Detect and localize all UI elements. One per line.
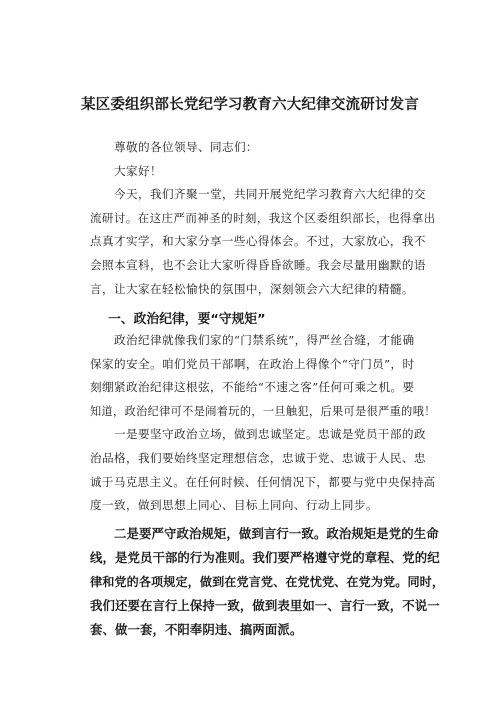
text-line: 线，是党员干部的行为准则。我们要严格遵守党的章程、党的纪 <box>90 550 440 565</box>
bold-paragraph <box>90 522 445 642</box>
text-line: 今天，我们齐聚一堂，共同开展党纪学习教育六大纪律的交 <box>114 187 426 202</box>
salutation-paragraph <box>90 136 436 301</box>
text-line: 点真才实学，和大家分享一些心得体会。不过，大家放心，我不 <box>90 234 426 249</box>
text-line: 诚于马克思主义。在任何时候、任何情况下，都要与党中央保持高 <box>90 474 436 489</box>
salutation: 尊敬的各位领导、同志们： <box>114 140 258 154</box>
text-line: 治品格，我们要始终坚定理想信念，忠诚于党、忠诚于人民、忠 <box>90 450 426 465</box>
text-line: 我们还要在言行上保持一致，做到表里如一、言行一致，不说一 <box>90 598 440 613</box>
text-line: 保家的安全。咱们党员干部啊，在政治上得像个“守门员”，时 <box>90 356 415 371</box>
text-line: 会照本宣科，也不会让大家听得昏昏欲睡。我会尽量用幽默的语 <box>90 257 426 272</box>
text-line: 政治纪律就像我们家的“门禁系统”，得严丝合缝，才能确 <box>114 333 415 347</box>
text-line: 律和党的各项规定，做到在党言党、在党忧党、在党为党。同时， <box>90 575 445 589</box>
text-line: 二是要严守政治规矩，做到言行一致。政治规矩是党的生命 <box>114 526 439 541</box>
section-heading: 一、政治纪律，要“守规矩” <box>108 312 266 327</box>
text-line: 知道，政治纪律可不是闹着玩的，一旦触犯，后果可是很严重的哦！ <box>90 404 436 418</box>
text-line: 套、做一套，不阳奉阴违、搞两面派。 <box>90 622 303 637</box>
section-paragraph <box>90 329 436 518</box>
text-line: 度一致，做到思想上同心、目标上同向、行动上同步。 <box>90 498 378 513</box>
text-line: 言，让大家在轻松愉快的氛围中，深刻领会六大纪律的精髓。 <box>90 281 414 296</box>
greeting: 大家好！ <box>114 163 162 178</box>
text-line: 一是要坚守政治立场，做到忠诚坚定。忠诚是党员干部的政 <box>114 427 426 442</box>
text-line: 刻绷紧政治纪律这根弦，不能给“不速之客”任何可乘之机。要 <box>90 380 415 395</box>
text-line: 流研讨。在这庄严而神圣的时刻，我这个区委组织部长，也得拿出 <box>90 210 436 225</box>
document-title: 某区委组织部长党纪学习教育六大纪律交流研讨发言 <box>80 97 420 113</box>
